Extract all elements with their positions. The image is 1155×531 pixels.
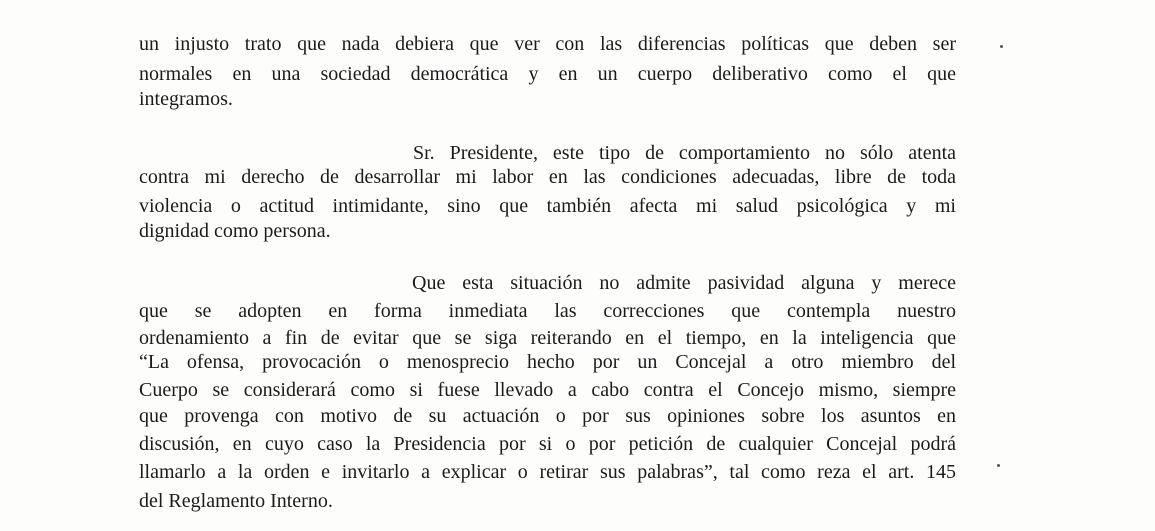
paragraph-3-line-1: Que esta situación no admite pasividad alguna y merece: [412, 272, 956, 294]
paragraph-3-line-4: “La ofensa, provocación o menosprecio hecho por un Concejal a otro miembro del: [139, 351, 956, 373]
scan-speck: [997, 464, 1000, 467]
paragraph-3-line-9: del Reglamento Interno.: [139, 490, 333, 512]
paragraph-3-line-3: ordenamiento a fin de evitar que se siga reiterando en el tiempo, en la inteligencia que: [139, 327, 956, 349]
scan-speck: [1000, 45, 1003, 48]
paragraph-3-line-6: que provenga con motivo de su actuación o por sus opiniones sobre los asuntos en: [139, 405, 956, 427]
paragraph-1-line-1: un injusto trato que nada debiera que ver con las diferencias políticas que deben ser: [139, 33, 956, 55]
paragraph-2-line-3: violencia o actitud intimidante, sino que también afecta mi salud psicológica y mi: [139, 195, 956, 217]
paragraph-3-line-8: llamarlo a la orden e invitarlo a explicar o retirar sus palabras”, tal como reza el art. 145: [139, 461, 956, 483]
paragraph-3-line-2: que se adopten en forma inmediata las correcciones que contempla nuestro: [139, 300, 956, 322]
paragraph-2-line-2: contra mi derecho de desarrollar mi labor en las condiciones adecuadas, libre de toda: [139, 166, 956, 188]
paragraph-1-line-3: integramos.: [139, 88, 233, 110]
paragraph-3-line-7: discusión, en cuyo caso la Presidencia por si o por petición de cualquier Concejal podrá: [139, 433, 956, 455]
paragraph-2-line-1: Sr. Presidente, este tipo de comportamiento no sólo atenta: [413, 142, 956, 164]
paragraph-1-line-2: normales en una sociedad democrática y en un cuerpo deliberativo como el que: [139, 63, 956, 85]
paragraph-3-line-5: Cuerpo se considerará como si fuese llevado a cabo contra el Concejo mismo, siempre: [139, 379, 956, 401]
paragraph-2-line-4: dignidad como persona.: [139, 220, 331, 242]
